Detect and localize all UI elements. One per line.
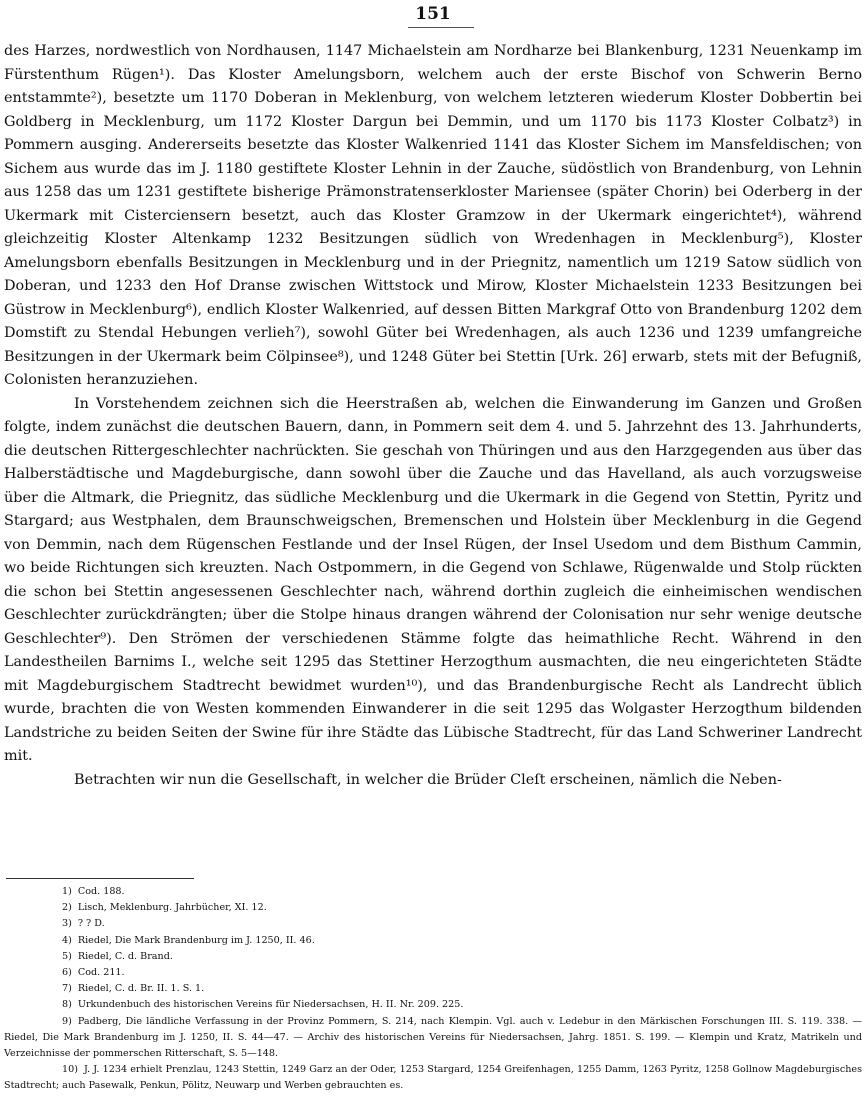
footnote-2 [4,900,862,916]
footnotes [4,884,862,1095]
footnote-9 [4,1014,862,1063]
footnote-number: 9) [62,1015,72,1027]
footnote-8 [4,997,862,1013]
footnote-text: ? ? D. [77,918,105,930]
footnote-number: 1) [62,886,72,897]
footnote-text: Riedel, C. d. Brand. [77,950,173,962]
page-number: 151 [415,4,451,24]
paragraph-2: In Vorstehendem zeichnen sich die Heerstraßen ab, welchen die Einwanderung im Ganzen und Großen folgte, indem zunächst die deutschen Bauern, dann, in Pommern seit dem 4. und 5. Jahrzehnt des 13. Jahrhunderts, die deutschen Rittergeschlechter nachrückten. Sie geschah von Thüringen und aus den Harzgegenden aus über das Halberstädtische und Magdeburgische, dann sowohl über die Zauche und das Havelland, als auch vorzugsweise über die Altmark, die Priegnitz, das südliche Mecklenburg und die Ukermark in die Gegend von Stettin, Pyritz und Stargard; aus Westphalen, dem Braunschweigschen, Bremenschen und Holstein über Mecklenburg in die Gegend von Demmin, nach dem Rügenschen Festlande und der Insel Rügen, der Insel Usedom und dem Bisthum Cammin, wo beide Richtungen sich kreuzten. Nach Ostpommern, in die Gegend von Schlawe, Rügenwalde und Stolp rückten die schon bei Stettin angesessenen Geschlechter nach, während dorthin zugleich die einheimischen wendischen Geschlechter zurückdrängten; über die Stolpe hinaus drangen während der Colonisation nur sehr wenige deutsche Geschlechter⁹). Den Strömen der verschiedenen Stämme folgte das heimathliche Recht. Während in den Landestheilen Barnims I., welche seit 1295 das Stettiner Herzogthum ausmachten, die neu eingerichteten Städte mit Magdeburgischem Stadtrecht bewidmet wurden¹⁰), und das Brandenburgische Recht als Landrecht üblich wurde, brachten die von Westen kommenden Einwanderer in die seit 1295 das Wolgaster Herzogthum bildenden Landstriche zu beiden Seiten der Swine für ihre Städte das Lübische Stadtrecht, für das Land Schweriner Landrecht mit. [4,395,862,764]
footnote-text: Riedel, C. d. Br. II. 1. S. 1. [77,983,205,995]
document-page [4,0,862,1115]
footnote-number: 8) [62,999,72,1011]
footnote-rule [6,878,194,879]
footnote-number: 10) [62,1064,78,1076]
paragraph-3: Betrachten wir nun die Gesellschaft, in welcher die Brüder Cleſt erscheinen, nämlich die Neben- [74,771,782,788]
footnote-7 [4,981,862,997]
footnote-10 [4,1062,862,1094]
footnote-number: 4) [62,934,72,946]
footnote-text: Cod. 188. [77,886,125,897]
footnote-text: Urkundenbuch des historischen Vereins für Niedersachsen, H. II. Nr. 209. 225. [77,999,464,1011]
footnote-number: 2) [62,902,72,914]
footnote-5 [4,949,862,965]
paragraph-1: des Harzes, nordwestlich von Nordhausen, 1147 Michaelstein am Nordharze bei Blankenburg, 1231 Neuenkamp im Fürstenthum Rügen¹). Das Kloster Amelungsborn, welchem auch der erste Bischof von Schwerin Berno entstammte²), besetzte um 1170 Doberan in Meklenburg, von welchem letzteren wiederum Kloster Dobbertin bei Goldberg in Mecklenburg, um 1172 Kloster Dargun bei Demmin, und um 1170 bis 1173 Kloster Colbatz³) in Pommern ausging. Andererseits besetzte das Kloster Walkenried 1141 das Kloster Sichem im Mansfeldischen; von Sichem aus wurde das im J. 1180 gestiftete Kloster Lehnin in der Zauche, südöstlich von Brandenburg, von Lehnin aus 1258 das um 1231 gestiftete bisherige Prämonstratenserkloster Mariensee (später Chorin) bei Oderberg in der Ukermark mit Cisterciensern besetzt, auch das Kloster Gramzow in der Ukermark eingerichtet⁴), während gleichzeitig Kloster Altenkamp 1232 Besitzungen südlich von Wredenhagen in Mecklenburg⁵), Kloster Amelungsborn ebenfalls Besitzungen in Mecklenburg und in der Priegnitz, namentlich um 1219 Satow südlich von Doberan, und 1233 den Hof Dranse zwischen Wittstock und Mirow, Kloster Michaelstein 1233 Besitzungen bei Güstrow in Mecklenburg⁶), endlich Kloster Walkenried, auf dessen Bitten Markgraf Otto von Brandenburg 1202 dem Domstift zu Stendal Hebungen verlieh⁷), sowohl Güter bei Wredenhagen, als auch 1236 und 1239 umfangreiche Besitzungen in der Ukermark beim Cölpinsee⁸), und 1248 Güter bei Stettin [Urk. 26] erwarb, stets mit der Befugniß, Colonisten heranzuziehen. [4,43,862,388]
footnote-text: Riedel, Die Mark Brandenburg im J. 1250, II. 46. [77,934,315,946]
footnote-number: 6) [62,967,72,979]
footnote-text: J. J. 1234 erhielt Prenzlau, 1243 Stettin, 1249 Garz an der Oder, 1253 Stargard, 1254 Greifenhagen, 1255 Damm, 1263 Pyritz, 1258 Gollnow Magdeburgisches Stadtrecht; auch Pasewalk, Penkun, Pölitz, Neuwarp und Werben gebrauchten es. [4,1064,862,1092]
footnote-3 [4,916,862,932]
footnote-number: 7) [62,983,72,995]
footnote-text: Padberg, Die ländliche Verfassung in der Provinz Pommern, S. 214, nach Klempin. Vgl. auch v. Ledebur in den Märkischen Forschungen III. S. 119. 338. — Riedel, Die Mark Brandenburg im J. 1250, II. S. 44—47. — Archiv des historischen Vereins für Niedersachsen, Jahrg. 1851. S. 199. — Klempin und Kratz, Matrikeln und Verzeichnisse der pommerschen Ritterschaft, S. 5—148. [4,1015,862,1060]
footnote-6 [4,965,862,981]
footnote-text: Lisch, Meklenburg. Jahrbücher, XI. 12. [77,902,267,914]
main-text [4,40,862,792]
footnote-4 [4,933,862,949]
footnote-1 [4,884,862,900]
footnote-text: Cod. 211. [77,967,125,979]
page-number-rule [408,27,474,28]
footnote-number: 3) [62,918,72,930]
footnote-number: 5) [62,950,72,962]
